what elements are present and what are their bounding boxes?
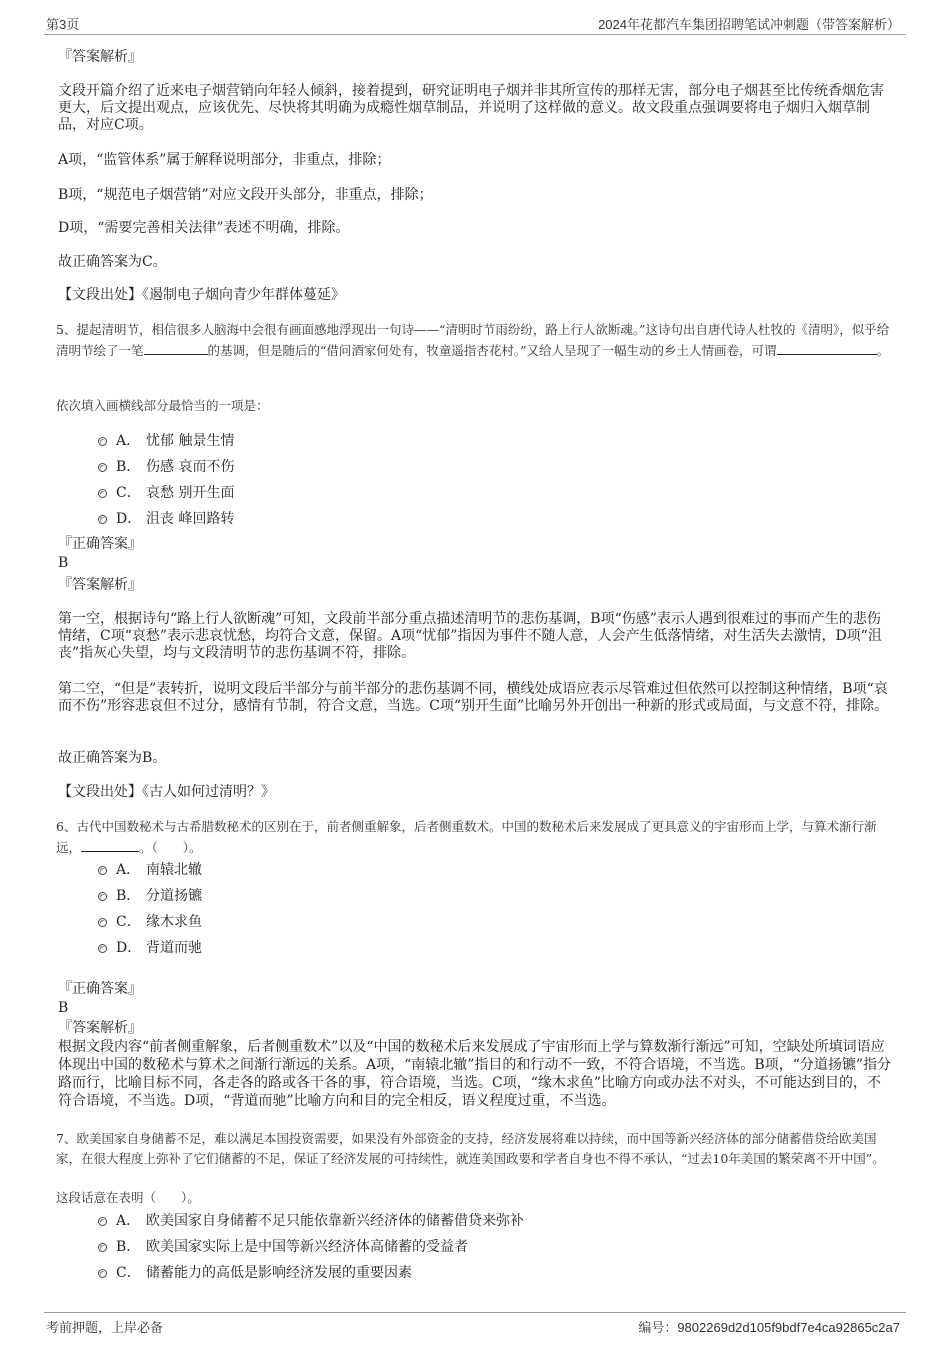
- q6-option-d[interactable]: D． 背道而驰: [56, 935, 202, 961]
- q5-analysis-2: 第二空，“但是”表转折，说明文段后半部分与前半部分的悲伤基调不同，横线处成语应表示尽管难过但依然可以控制这种情绪，B项“哀而不伤”形容悲哀但不过分，感情有节制，符合文意，当选。C项“别开生面”比喻另外开创出一种新的形式或局面，与文意不符，排除。: [58, 681, 889, 714]
- q6-stem-part1: 6、古代中国数秘术与古希腊数秘术的区别在于，前者侧重解象，后者侧重数术。中国的数秘术后来发展成了更具意义的宇宙形而上学，与算术渐行渐远，: [56, 819, 877, 855]
- q4-option-b-note: B项，“规范电子烟营销”对应文段开头部分，非重点，排除；: [58, 187, 433, 203]
- q6-answer: B: [58, 1000, 69, 1016]
- q5-answer-label: 『正确答案』: [58, 536, 142, 552]
- radio-icon[interactable]: [98, 918, 107, 927]
- q6-analysis-label: 『答案解析』: [58, 1020, 142, 1036]
- q5-stem-part2: 的基调，但是随后的“借问酒家何处有，牧童遥指杏花村。”又给人呈现了一幅生动的乡土人情画卷，可谓: [207, 343, 777, 358]
- q6-option-c[interactable]: C． 缘木求鱼: [56, 909, 202, 935]
- q4-option-a-note: A项，“监管体系”属于解释说明部分，非重点，排除；: [58, 152, 391, 168]
- q6-option-a[interactable]: A． 南辕北辙: [56, 857, 202, 883]
- q6-blank: [81, 837, 139, 852]
- q5-option-d[interactable]: D． 沮丧 峰回路转: [56, 506, 234, 532]
- q5-option-c[interactable]: C． 哀愁 别开生面: [56, 480, 234, 506]
- q5-stem-part1: 5、提起清明节，相信很多人脑海中会很有画面感地浮现出一句诗——“清明时节雨纷纷，路上行人欲断魂。”这诗句出自唐代诗人杜牧的《清明》，似乎给清明节绘了一笔: [56, 322, 890, 358]
- q6-stem-part2: 。（ ）。: [139, 840, 202, 855]
- q7-option-b[interactable]: B． 欧美国家实际上是中国等新兴经济体高储蓄的受益者: [56, 1234, 524, 1260]
- radio-icon[interactable]: [98, 1243, 107, 1252]
- radio-icon[interactable]: [98, 515, 107, 524]
- q6-answer-label: 『正确答案』: [58, 981, 142, 997]
- q5-conclusion: 故正确答案为B。: [58, 750, 167, 766]
- q5-prompt: 依次填入画横线部分最恰当的一项是：: [56, 398, 269, 413]
- radio-icon[interactable]: [98, 866, 107, 875]
- document-code-label: 编号：: [638, 1320, 678, 1335]
- q4-option-d-note: D项，“需要完善相关法律”表述不明确，排除。: [58, 220, 350, 236]
- q7-prompt: 这段话意在表明（ ）。: [56, 1190, 200, 1205]
- q6-option-b[interactable]: B． 分道扬镳: [56, 883, 202, 909]
- q4-analysis-label: 『答案解析』: [58, 49, 142, 65]
- q5-blank-1: [144, 340, 208, 355]
- radio-icon[interactable]: [98, 1217, 107, 1226]
- q5-answer: B: [58, 555, 69, 571]
- q6-options: [56, 857, 202, 961]
- q5-blank-2: [777, 340, 877, 355]
- document-code: [638, 1317, 900, 1336]
- q4-source: 【文段出处】《遏制电子烟向青少年群体蔓延》: [58, 287, 345, 303]
- q5-analysis-label: 『答案解析』: [58, 577, 142, 593]
- radio-icon[interactable]: [98, 1269, 107, 1278]
- q5-options: [56, 428, 234, 532]
- q5-stem-part3: 。: [876, 343, 890, 358]
- page-footer: [44, 1312, 906, 1335]
- radio-icon[interactable]: [98, 437, 107, 446]
- q5-stem: [56, 320, 894, 361]
- q4-analysis: 文段开篇介绍了近来电子烟营销向年轻人倾斜，接着提到，研究证明电子烟并非其所宣传的那样无害，部分电子烟甚至比传统香烟危害更大，后文提出观点，应该优先、尽快将其明确为成瘾性烟草制品，并说明了这样做的意义。故文段重点强调要将电子烟归入烟草制品，对应C项。: [58, 83, 884, 133]
- q5-analysis-1: 第一空，根据诗句“路上行人欲断魂”可知，文段前半部分重点描述清明节的悲伤基调，B项“伤感”表示人遇到很难过的事而产生的悲伤情绪，C项“哀愁”表示悲哀忧愁，均符合文意，保留。A项“忧郁”指因为事件不随人意，人会产生低落情绪，对生活失去激情，D项“沮丧”指灰心失望，均与文段清明节的悲伤基调不符，排除。: [58, 611, 882, 661]
- q7-options: [56, 1208, 524, 1286]
- q6-analysis: 根据文段内容“前者侧重解象，后者侧重数术”以及“中国的数秘术后来发展成了宇宙形而上学与算数渐行渐远”可知，空缺处所填词语应体现出中国的数秘术与算术之间渐行渐远的关系。A项，“南辕北辙”指目的和行动不一致，不符合语境，不当选。B项，“分道扬镳”指分路而行，比喻目标不同，各走各的路或各干各的事，符合语境，当选。C项，“缘木求鱼”比喻方向或办法不对头，不可能达到目的，不符合语境，不当选。D项，“背道而驰”比喻方向和目的完全相反，语义程度过重，不当选。: [58, 1039, 892, 1109]
- footer-slogan: 考前押题，上岸必备: [46, 1320, 164, 1335]
- radio-icon[interactable]: [98, 944, 107, 953]
- radio-icon[interactable]: [98, 489, 107, 498]
- radio-icon[interactable]: [98, 892, 107, 901]
- q7-option-a[interactable]: A． 欧美国家自身储蓄不足只能依靠新兴经济体的储蓄借贷来弥补: [56, 1208, 524, 1234]
- page-header: [44, 14, 906, 35]
- q5-option-a[interactable]: A． 忧郁 触景生情: [56, 428, 234, 454]
- radio-icon[interactable]: [98, 463, 107, 472]
- q5-source: 【文段出处】《古人如何过清明？》: [58, 784, 275, 800]
- document-title: 2024年花都汽车集团招聘笔试冲刺题（带答案解析）: [598, 17, 900, 32]
- page-number: 第3页: [46, 17, 80, 32]
- q7-stem: 7、欧美国家自身储蓄不足，难以满足本国投资需要，如果没有外部资金的支持，经济发展将难以持续，而中国等新兴经济体的部分储蓄借贷给欧美国家，在很大程度上弥补了它们储蓄的不足，保证了经济发展的可持续性，就连美国政要和学者自身也不得不承认，“过去10年美国的繁荣离不开中国”。: [56, 1131, 885, 1166]
- q6-stem: [56, 817, 894, 858]
- document-code-value: 9802269d2d105f9bdf7e4ca92865c2a7: [677, 1320, 900, 1335]
- q4-conclusion: 故正确答案为C。: [58, 254, 167, 270]
- q7-option-c[interactable]: C． 储蓄能力的高低是影响经济发展的重要因素: [56, 1260, 524, 1286]
- q5-option-b[interactable]: B． 伤感 哀而不伤: [56, 454, 234, 480]
